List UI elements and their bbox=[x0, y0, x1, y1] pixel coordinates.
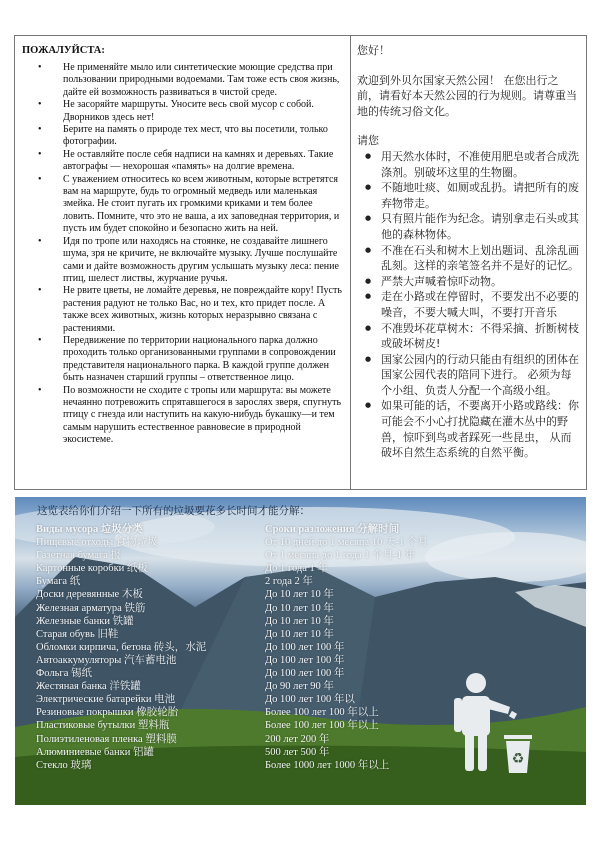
rule-item: ● 严禁大声喊着惊吓动物。 bbox=[357, 274, 580, 290]
rule-item: • Не рвите цветы, не ломайте деревья, не повреждайте кору! Пусть растения радуют не только Вас, но и тех, кто придет после. А также всех животных, жизнь которых неразрывно связана с растениями. bbox=[22, 285, 344, 335]
waste-type: Газетная бумага 报 bbox=[36, 550, 121, 562]
waste-type: Картонные коробки 纸板 bbox=[36, 563, 148, 575]
waste-type: Стекло 玻璃 bbox=[36, 759, 92, 771]
recycling-pictogram-icon bbox=[452, 669, 562, 779]
svg-text:♻: ♻ bbox=[511, 751, 525, 767]
lead-text: 请您 bbox=[357, 134, 379, 148]
waste-type: Алюминиевые банки 铝罐 bbox=[36, 746, 154, 758]
waste-type: Бумага 纸 bbox=[36, 576, 81, 588]
waste-types-column bbox=[36, 523, 206, 772]
waste-type: Жестяная банка 洋铁罐 bbox=[36, 681, 141, 693]
waste-type: Железная арматура 铁筋 bbox=[36, 602, 146, 614]
waste-type: Фольга 锡纸 bbox=[36, 668, 93, 680]
decomposition-time: До 10 лет 10 年 bbox=[265, 628, 334, 640]
decomposition-time: До 10 лет 10 年 bbox=[265, 615, 334, 627]
waste-type: Пищевые отходы 食物垃圾 bbox=[36, 537, 158, 549]
decomposition-time: До 100 лет 100 年 bbox=[265, 641, 345, 653]
waste-type: Электрические батарейки 电池 bbox=[36, 694, 176, 706]
decomposition-time: До 10 лет 10 年 bbox=[265, 589, 334, 601]
intro-text: 欢迎到外贝尔国家天然公园！ 在您出行之前，请看好本天然公园的行为规则。请尊重当地的传统习俗文化。 bbox=[357, 73, 577, 118]
rule-item: ● 只有照片能作为纪念。请别拿走石头或其他的森林物体。 bbox=[357, 211, 580, 242]
waste-type: Обломки кирпича, бетона 砖头，水泥 bbox=[36, 641, 207, 653]
decomposition-time: Более 1000 лет 1000 年以上 bbox=[265, 759, 390, 771]
rule-item: ● 如果可能的话，不要离开小路或路线：你可能会不小心打扰隐藏在灌木丛中的野兽，惊吓到鸟或者踩死一些昆虫， 从而破坏自然生态系统的自然平衡。 bbox=[357, 398, 580, 460]
decomposition-time: Более 100 лет 100 年以上 bbox=[265, 707, 379, 719]
waste-type: Полиэтиленовая пленка 塑料膜 bbox=[36, 733, 177, 745]
decomposition-time: До 100 лет 100 年 bbox=[265, 668, 345, 680]
waste-type: Доски деревянные 木板 bbox=[36, 589, 143, 601]
waste-types-header: Виды мусора 垃圾分类 bbox=[36, 524, 143, 535]
rule-item: • Не оставляйте после себя надписи на камнях и деревьях. Такие автографы — нехорошая «память» на долгие времена. bbox=[22, 149, 344, 174]
decomposition-time: До 90 лет 90 年 bbox=[265, 681, 334, 693]
waste-caption: 这览表给你们介绍一下所有的垃圾要花多长时间才能分解： bbox=[37, 505, 310, 517]
waste-type: Автоаккумуляторы 汽车蓄电池 bbox=[36, 654, 177, 666]
rule-item: • По возможности не сходите с тропы или маршрута: вы можете нечаянно потревожить спрятавшегося в зарослях зверя, спугнуть птицу с гнезда или наступить на какую-нибудь букашку—и тем самым нарушить естественное равновесие в природной экосистеме. bbox=[22, 385, 344, 447]
decomposition-time: От 1 месяца до 1 года 1 个月-1 年 bbox=[265, 550, 416, 562]
decomposition-time: 2 года 2 年 bbox=[265, 576, 313, 588]
decomposition-time: 200 лет 200 年 bbox=[265, 733, 330, 745]
rules-russian bbox=[15, 36, 351, 489]
decomposition-time-column bbox=[265, 523, 428, 772]
decomposition-time: До 1 года 1 年 bbox=[265, 563, 328, 575]
decomposition-time: До 100 лет 100 年以 bbox=[265, 694, 355, 706]
rule-item: • Передвижение по территории национального парка должно проходить только организованными группами в сопровождении представителя национального парка. В каждой группе должен быть назначен старший группы – ответственное лицо. bbox=[22, 335, 344, 385]
rules-ru-list bbox=[22, 62, 344, 447]
rules-table bbox=[14, 35, 587, 490]
decomposition-time: Более 100 лет 100 年以上 bbox=[265, 720, 379, 732]
decomposition-time: До 10 лет 10 年 bbox=[265, 602, 334, 614]
rule-item: ● 不随地吐痰、如厕或乱扔。请把所有的废弃物带走。 bbox=[357, 180, 580, 211]
rule-item: • Берите на память о природе тех мест, что вы посетили, только фотографии. bbox=[22, 124, 344, 149]
rule-item: • Идя по тропе или находясь на стоянке, не создавайте лишнего шума, зря не кричите, не включайте музыку. Лучше послушайте сами и дайте возможность другим услышать музыку леса: пение птиц, шелест листвы, журчание ручья. bbox=[22, 236, 344, 286]
waste-type: Старая обувь 旧鞋 bbox=[36, 628, 119, 640]
rule-item: • С уважением относитесь ко всем животным, которые встретятся вам на маршруте, будь то огромный медведь или маленькая змейка. Не стоит пугать их громкими криками и тем более ловить. Помните, что это не ваша, а их заповедная территория, и пусть им будет спокойно и безопасно жить на ней. bbox=[22, 174, 344, 236]
decomposition-time: От 10 дней до 1 месяца 10 天-1 个月 bbox=[265, 537, 428, 549]
rule-item: ● 用天然水体时，不准使用肥皂或者合成洗涤剂。别破坏这里的生物圈。 bbox=[357, 149, 580, 180]
rules-zh-list bbox=[357, 149, 580, 461]
decomposition-time: 500 лет 500 年 bbox=[265, 746, 330, 758]
rule-item: ● 不准毁坏花草树木：不得采摘、折断树枝或破坏树皮! bbox=[357, 321, 580, 352]
rules-chinese bbox=[351, 36, 586, 489]
rule-item: ● 走在小路或在停留时，不要发出不必要的噪音，不要大喊大叫，不要打开音乐 bbox=[357, 289, 580, 320]
rule-item: ● 不准在石头和树木上划出题词、乱涂乱画乱刻。这样的亲笔签名并不是好的记忆。 bbox=[357, 243, 580, 274]
waste-decomposition-panel bbox=[15, 497, 586, 805]
decomposition-time-header: Сроки разложения 分解时间 bbox=[265, 524, 400, 535]
waste-type: Пластиковые бутылки 塑料瓶 bbox=[36, 720, 170, 732]
rule-item: ● 国家公园内的行动只能由有组织的团体在国家公园代表的陪同下进行。 必须为每个小组、负责人分配一个高级小组。 bbox=[357, 352, 580, 399]
rule-item: • Не засоряйте маршруты. Уносите весь свой мусор с собой. Дворников здесь нет! bbox=[22, 99, 344, 124]
waste-type: Железные банки 铁罐 bbox=[36, 615, 134, 627]
waste-type: Резиновые покрышки 橡胶轮胎 bbox=[36, 707, 179, 719]
decomposition-time: До 100 лет 100 年 bbox=[265, 654, 345, 666]
rule-item: • Не применяйте мыло или синтетические моющие средства при пользовании природными водоемами. Там тоже есть своя жизнь, дайте ей возможность развиваться в чистой среде. bbox=[22, 62, 344, 99]
rules-ru-title: ПОЖАЛУЙСТА: bbox=[22, 45, 105, 56]
greeting: 您好！ bbox=[357, 44, 390, 57]
